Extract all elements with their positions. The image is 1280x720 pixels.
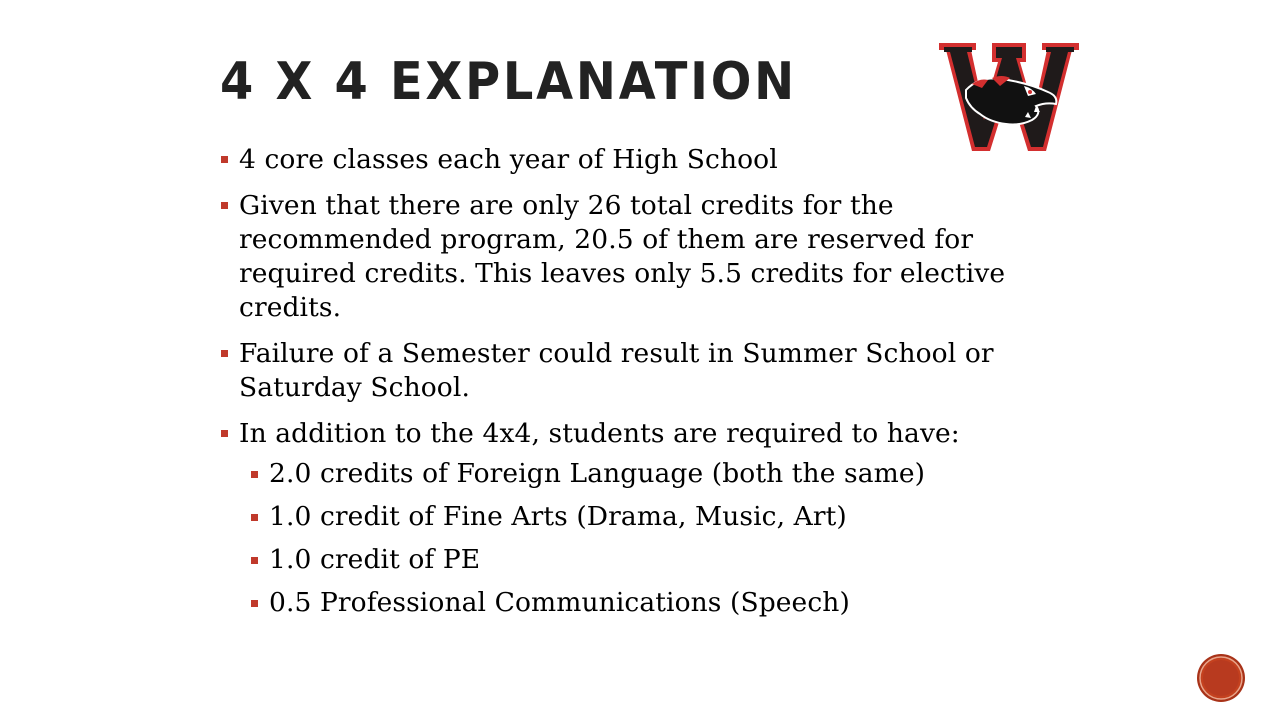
slide-title: 4 X 4 EXPLANATION xyxy=(220,52,797,112)
bullet-marker-icon xyxy=(221,430,228,437)
sub-bullet-item xyxy=(251,457,1081,491)
bullet-text: Failure of a Semester could result in Summer School or Saturday School. xyxy=(239,338,994,403)
bullet-marker-icon xyxy=(221,350,228,357)
bullet-item xyxy=(221,189,1081,325)
bullet-text: In addition to the 4x4, students are required to have: xyxy=(239,418,960,449)
sub-bullet-text: 1.0 credit of PE xyxy=(269,544,481,575)
bullet-marker-icon xyxy=(221,156,228,163)
bullet-marker-icon xyxy=(221,202,228,209)
bullet-item xyxy=(221,337,1081,405)
slide-nav-circle-icon[interactable] xyxy=(1196,653,1246,703)
bullet-marker-icon xyxy=(251,471,258,478)
bullet-marker-icon xyxy=(251,514,258,521)
bullet-item xyxy=(221,143,1081,177)
sub-bullet-item xyxy=(251,543,1081,577)
bullet-marker-icon xyxy=(251,600,258,607)
bullet-text: Given that there are only 26 total credits for the recommended program, 20.5 of them are reserved for required credits. This leaves only 5.5 credits for elective credits. xyxy=(239,190,1006,323)
sub-bullet-text: 1.0 credit of Fine Arts (Drama, Music, Art) xyxy=(269,501,847,532)
sub-bullet-text: 0.5 Professional Communications (Speech) xyxy=(269,587,850,618)
sub-bullet-item xyxy=(251,586,1081,620)
w-wolf-logo-icon xyxy=(936,40,1082,154)
sub-bullet-item xyxy=(251,500,1081,534)
bullet-list xyxy=(221,143,1081,629)
sub-bullet-text: 2.0 credits of Foreign Language (both the same) xyxy=(269,458,926,489)
bullet-marker-icon xyxy=(251,557,258,564)
bullet-item xyxy=(221,417,1081,451)
bullet-text: 4 core classes each year of High School xyxy=(239,144,778,175)
